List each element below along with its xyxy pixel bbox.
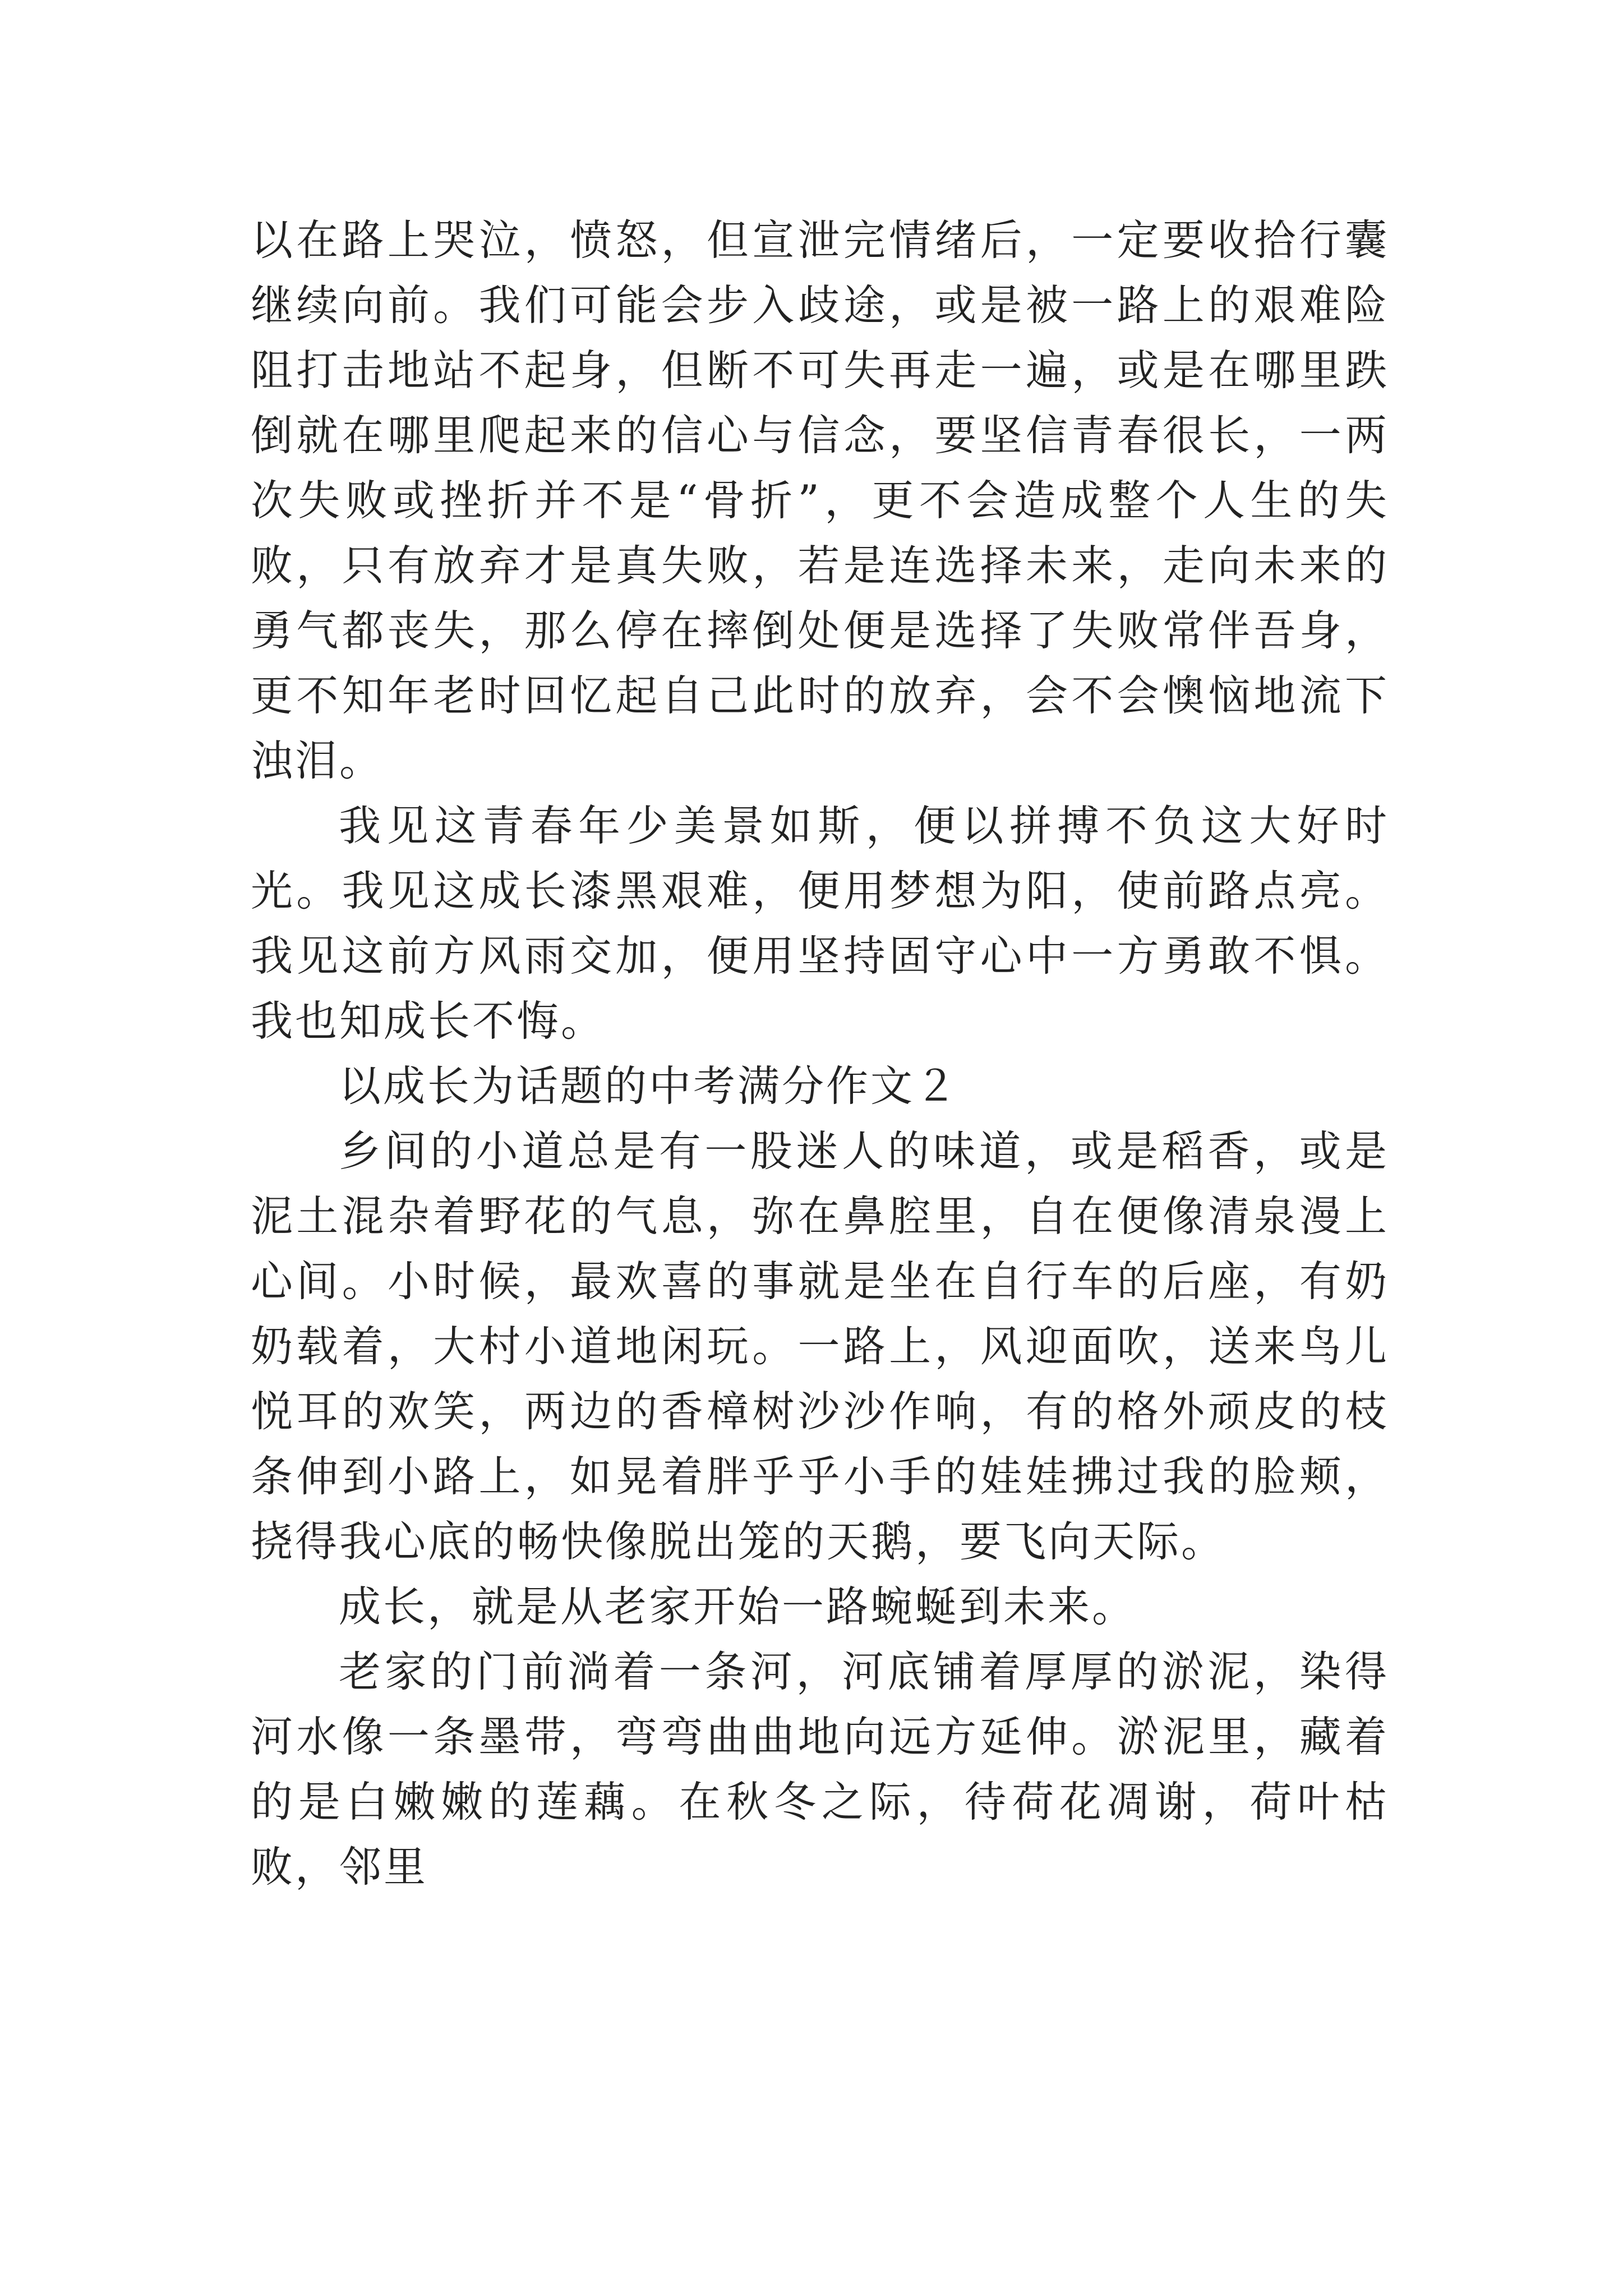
paragraph: 我见这青春年少美景如斯，便以拼搏不负这大好时光。我见这成长漆黑艰难，便用梦想为阳，使前路点亮。我见这前方风雨交加，便用坚持固守心中一方勇敢不惧。我也知成长不悔。 <box>251 801 1389 1046</box>
document-body <box>251 208 1389 1899</box>
paragraph: 成长，就是从老家开始一路蜿蜒到未来。 <box>339 1582 1137 1631</box>
essay-title: 以成长为话题的中考满分作文２ <box>339 1061 960 1111</box>
paragraph: 老家的门前淌着一条河，河底铺着厚厚的淤泥，染得河水像一条墨带，弯弯曲曲地向远方延伸。淤泥里，藏着的是白嫩嫩的莲藕。在秋冬之际，待荷花凋谢，荷叶枯败，邻里 <box>251 1647 1389 1892</box>
paragraph: 乡间的小道总是有一股迷人的味道，或是稻香，或是泥土混杂着野花的气息，弥在鼻腔里，自在便像清泉漫上心间。小时候，最欢喜的事就是坐在自行车的后座，有奶奶载着，大村小道地闲玩。一路上，风迎面吹，送来鸟儿悦耳的欢笑，两边的香樟树沙沙作响，有的格外顽皮的枝条伸到小路上，如晃着胖乎乎小手的娃娃拂过我的脸颊，挠得我心底的畅快像脱出笼的天鹅，要飞向天际。 <box>251 1126 1389 1566</box>
paragraph-continuation: 以在路上哭泣，愤怒，但宣泄完情绪后，一定要收拾行囊继续向前。我们可能会步入歧途，或是被一路上的艰难险阻打击地站不起身，但断不可失再走一遍，或是在哪里跌倒就在哪里爬起来的信心与信念，要坚信青春很长，一两次失败或挫折并不是“骨折”，更不会造成整个人生的失败，只有放弃才是真失败，若是连选择未来，走向未来的勇气都丧失，那么停在摔倒处便是选择了失败常伴吾身，更不知年老时回忆起自己此时的放弃，会不会懊恼地流下浊泪。 <box>251 215 1389 785</box>
